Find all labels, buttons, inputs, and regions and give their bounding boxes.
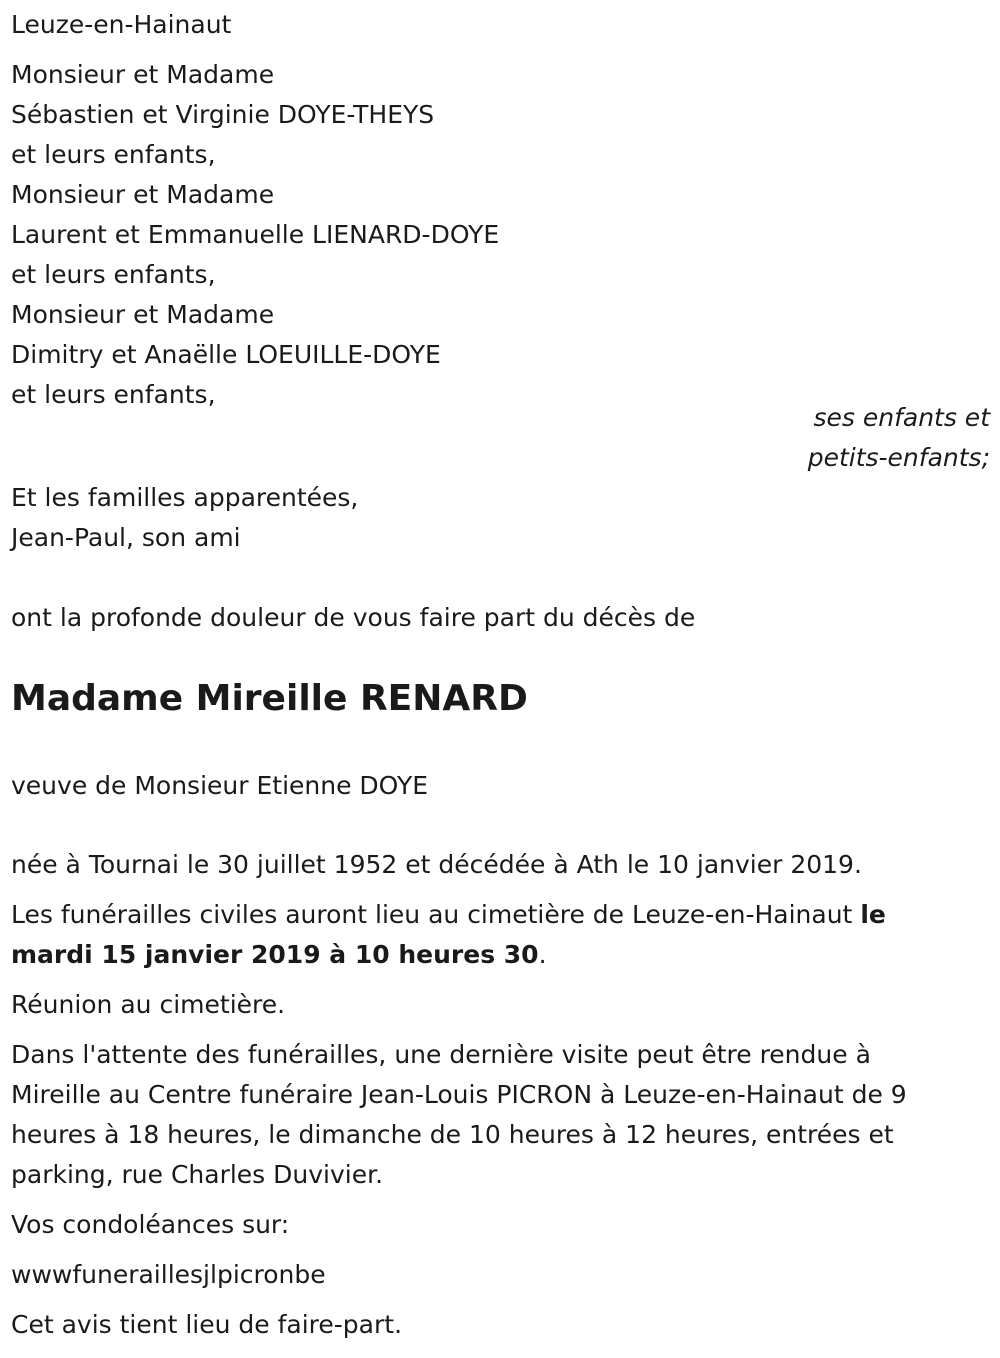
birth-death: née à Tournai le 30 juillet 1952 et décédée à Ath le 10 janvier 2019. [11, 850, 862, 879]
relation-note-line: petits-enfants; [807, 443, 990, 472]
visit-line: Dans l'attente des funérailles, une dernière visite peut être rendue à [11, 1040, 871, 1069]
closing-note: Cet avis tient lieu de faire-part. [11, 1310, 403, 1339]
relation-note-line: ses enfants et [813, 403, 990, 432]
funeral-date-bold: mardi 15 janvier 2019 à 10 heures 30 [11, 940, 539, 969]
visit-line: Mireille au Centre funéraire Jean-Louis PICRON à Leuze-en-Hainaut de 9 [11, 1080, 907, 1109]
meeting-note: Réunion au cimetière. [11, 990, 286, 1019]
announcement: ont la profonde douleur de vous faire part du décès de [11, 603, 696, 632]
family-line: et leurs enfants, [11, 140, 216, 169]
deceased-name: Madame Mireille RENARD [11, 678, 528, 719]
family-line: et leurs enfants, [11, 380, 216, 409]
funeral-line-1 [11, 895, 886, 935]
family-line: et leurs enfants, [11, 260, 216, 289]
other-family-line: Jean-Paul, son ami [11, 523, 241, 552]
funeral-line-2 [11, 935, 547, 975]
funeral-date-bold: le [860, 900, 886, 929]
widow-of: veuve de Monsieur Etienne DOYE [11, 771, 429, 800]
family-line: Monsieur et Madame [11, 60, 275, 89]
visit-line: parking, rue Charles Duvivier. [11, 1160, 384, 1189]
family-line: Sébastien et Virginie DOYE-THEYS [11, 100, 435, 129]
family-line: Monsieur et Madame [11, 180, 275, 209]
other-family-line: Et les familles apparentées, [11, 483, 359, 512]
visit-line: heures à 18 heures, le dimanche de 10 heures à 12 heures, entrées et [11, 1120, 894, 1149]
funeral-end: . [538, 940, 547, 969]
family-line: Monsieur et Madame [11, 300, 275, 329]
location-heading: Leuze-en-Hainaut [11, 10, 232, 39]
condolences-label: Vos condoléances sur: [11, 1210, 290, 1239]
website-link[interactable]: wwwfuneraillesjlpicronbe [11, 1260, 326, 1289]
family-line: Laurent et Emmanuelle LIENARD-DOYE [11, 220, 500, 249]
family-line: Dimitry et Anaëlle LOEUILLE-DOYE [11, 340, 441, 369]
funeral-intro: Les funérailles civiles auront lieu au cimetière de Leuze-en-Hainaut [11, 900, 861, 929]
